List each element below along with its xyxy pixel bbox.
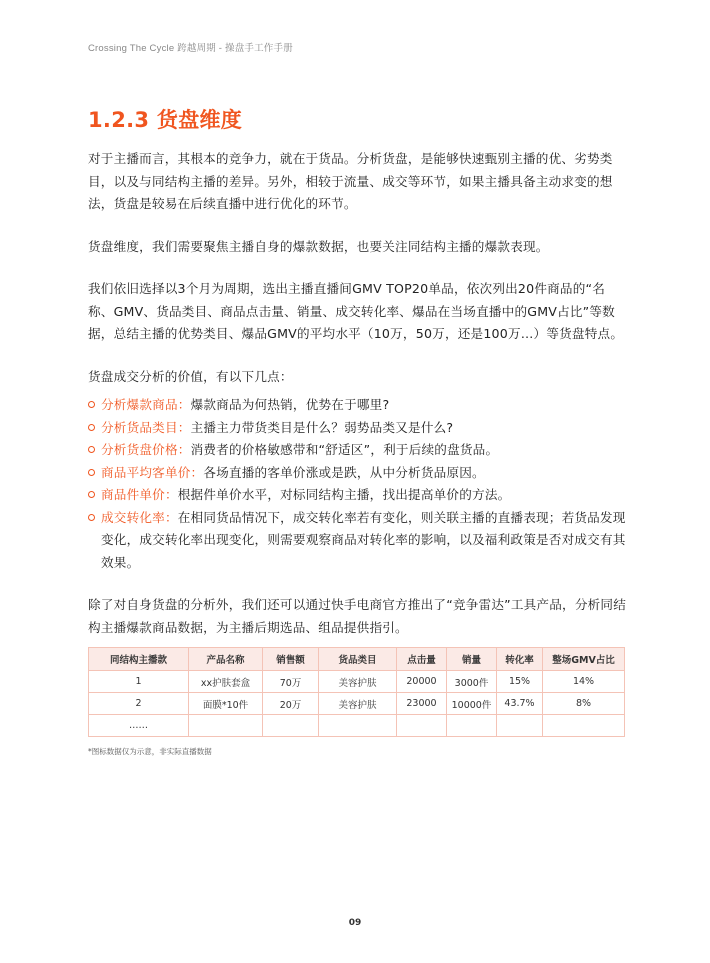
table-cell xyxy=(543,715,625,737)
table-cell: 美容护肤 xyxy=(319,693,397,715)
point-text: 在相同货品情况下，成交转化率若有变化，则关联主播的直播表现；若货品发现变化，成交转化率出现变化，则需要观察商品对转化率的影响，以及福利政策是否对成交有其效果。 xyxy=(101,509,626,570)
circle-bullet-icon xyxy=(88,446,95,453)
table-header-cell: 货品类目 xyxy=(319,648,397,671)
list-item xyxy=(88,394,628,417)
table-cell: xx护肤套盒 xyxy=(189,671,263,693)
point-label: 商品件单价： xyxy=(101,487,178,502)
table-cell xyxy=(447,715,497,737)
list-item xyxy=(88,417,628,440)
table-row xyxy=(89,671,625,693)
page-number: 09 xyxy=(348,918,362,928)
table-cell xyxy=(263,715,319,737)
point-label: 分析货盘价格： xyxy=(101,442,191,457)
table-cell: 20000 xyxy=(397,671,447,693)
table-header-cell: 同结构主播款 xyxy=(89,648,189,671)
circle-bullet-icon xyxy=(88,491,95,498)
table-row xyxy=(89,693,625,715)
point-label: 成交转化率： xyxy=(101,509,178,525)
table-cell: 美容护肤 xyxy=(319,671,397,693)
table-cell: 15% xyxy=(497,671,543,693)
list-item xyxy=(88,439,628,462)
point-text: 主播主力带货类目是什么？弱势品类又是什么? xyxy=(190,419,454,435)
circle-bullet-icon xyxy=(88,469,95,476)
table-cell: 面膜*10件 xyxy=(189,693,263,715)
table-cell xyxy=(189,715,263,737)
paragraph-closing: 除了对自身货盘的分析外，我们还可以通过快手电商官方推出了“竞争雷达”工具产品，分析同结构主播爆款商品数据，为主播后期选品、组品提供指引。 xyxy=(88,597,626,635)
table-cell xyxy=(497,715,543,737)
list-item xyxy=(88,462,628,485)
point-text: 消费者的价格敏感带和“舒适区”，利于后续的盘货品。 xyxy=(190,442,499,457)
value-points-list xyxy=(88,394,628,574)
point-text: 各场直播的客单价涨或是跌，从中分析货品原因。 xyxy=(203,464,485,480)
table-cell: 10000件 xyxy=(447,693,497,715)
table-cell: 8% xyxy=(543,693,625,715)
section-body xyxy=(88,148,628,659)
table-cell: 23000 xyxy=(397,693,447,715)
table-cell: 43.7% xyxy=(497,693,543,715)
table-cell: …… xyxy=(89,715,189,737)
table-cell: 70万 xyxy=(263,671,319,693)
point-label: 分析货品类目： xyxy=(101,419,191,435)
paragraph-intro: 对于主播而言，其根本的竞争力，就在于货品。分析货盘，是能够快速甄别主播的优、劣势类目，以及与同结构主播的差异。另外，相较于流量、成交等环节，如果主播具备主动求变的想法，货盘是较易在后续直播中进行优化的环节。 xyxy=(88,151,613,211)
circle-bullet-icon xyxy=(88,424,95,431)
table-cell: 2 xyxy=(89,693,189,715)
circle-bullet-icon xyxy=(88,401,95,408)
section-title: 1.2.3 货盘维度 xyxy=(88,108,243,132)
table-header-row xyxy=(89,648,625,671)
table-footnote: *图标数据仅为示意，非实际直播数据 xyxy=(88,747,212,756)
table-header-cell: 整场GMV占比 xyxy=(543,648,625,671)
table-header-cell: 点击量 xyxy=(397,648,447,671)
table-cell: 14% xyxy=(543,671,625,693)
point-label: 商品平均客单价： xyxy=(101,464,204,480)
paragraph-value-intro: 货盘成交分析的价值，有以下几点： xyxy=(88,368,293,384)
circle-bullet-icon xyxy=(88,514,95,521)
point-label: 分析爆款商品： xyxy=(101,397,191,412)
table-cell: 1 xyxy=(89,671,189,693)
table-cell xyxy=(319,715,397,737)
table-cell: 3000件 xyxy=(447,671,497,693)
list-item xyxy=(88,484,628,507)
table-header-cell: 销量 xyxy=(447,648,497,671)
table-header-cell: 产品名称 xyxy=(189,648,263,671)
paragraph-method: 我们依旧选择以3个月为周期，选出主播直播间GMV TOP20单品，依次列出20件商品的“名称、GMV、货品类目、商品点击量、销量、成交转化率、爆品在当场直播中的GMV占比”等数据，总结主播的优势类目、爆品GMV的平均水平（10万，50万，还是100万…）等货盘特点。 xyxy=(88,281,624,341)
point-text: 根据件单价水平，对标同结构主播，找出提高单价的方法。 xyxy=(177,487,511,502)
list-item xyxy=(88,507,628,575)
table-header-cell: 销售额 xyxy=(263,648,319,671)
table-cell xyxy=(397,715,447,737)
running-header: Crossing The Cycle 跨越周期 - 操盘手工作手册 xyxy=(88,43,293,54)
table-header-cell: 转化率 xyxy=(497,648,543,671)
competitor-product-table xyxy=(88,647,625,737)
table-row xyxy=(89,715,625,737)
paragraph-focus: 货盘维度，我们需要聚焦主播自身的爆款数据，也要关注同结构主播的爆款表现。 xyxy=(88,238,549,254)
point-text: 爆款商品为何热销，优势在于哪里? xyxy=(190,397,390,412)
table-cell: 20万 xyxy=(263,693,319,715)
